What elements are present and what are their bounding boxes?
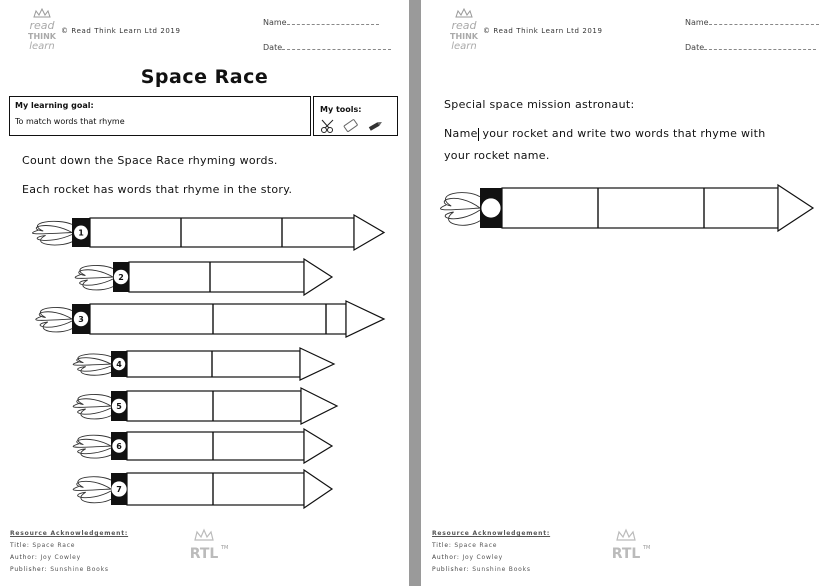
rocket-body xyxy=(502,188,778,228)
rocket-body xyxy=(127,391,301,421)
mission-heading: Special space mission astronaut: xyxy=(444,98,635,111)
svg-text:THINK: THINK xyxy=(449,32,479,41)
rocket-number: 7 xyxy=(116,485,122,494)
date-field[interactable]: Date xyxy=(685,41,816,52)
resource-acknowledgement xyxy=(432,528,550,576)
svg-text:learn: learn xyxy=(451,41,477,52)
ack-author-line: Author: Joy Cowley xyxy=(432,554,504,561)
ack-author-line: Author: Joy Cowley xyxy=(10,554,82,561)
flame-icon xyxy=(73,354,111,375)
rocket-nose xyxy=(300,348,334,380)
rtl-logo xyxy=(610,528,650,566)
rocket-body xyxy=(127,351,300,377)
rocket xyxy=(33,215,384,250)
instruction-2: Each rocket has words that rhyme in the story. xyxy=(22,183,293,196)
rocket xyxy=(75,259,332,295)
rocket-number-circle xyxy=(481,198,500,217)
rocket xyxy=(73,388,337,424)
copyright-text: © Read Think Learn Ltd 2019 xyxy=(61,27,181,35)
svg-text:learn: learn xyxy=(29,41,55,52)
rocket xyxy=(73,348,334,380)
worksheet-page-1 xyxy=(0,0,409,586)
flame-icon xyxy=(73,477,111,503)
svg-text:RTL: RTL xyxy=(611,546,641,562)
ack-title-line: Title: Space Race xyxy=(432,542,498,549)
svg-text:read: read xyxy=(29,19,55,32)
rocket-number: 5 xyxy=(116,402,122,411)
rocket-number: 1 xyxy=(78,228,84,238)
date-field[interactable]: Date xyxy=(263,41,391,52)
svg-text:TM: TM xyxy=(221,545,228,551)
name-field[interactable]: Name xyxy=(263,16,379,27)
learning-goal-text: To match words that rhyme xyxy=(15,117,125,126)
rocket-nose xyxy=(304,429,332,463)
rocket-body xyxy=(90,304,346,334)
rocket-body xyxy=(129,262,304,292)
name-field[interactable]: Name xyxy=(685,16,819,27)
rocket-nose xyxy=(354,215,384,250)
rocket-nose xyxy=(346,301,384,337)
rocket-number: 3 xyxy=(78,315,84,324)
rtl-logo xyxy=(188,528,228,566)
worksheet-page-2 xyxy=(421,0,830,586)
page-title: Space Race xyxy=(140,66,269,88)
rocket-area xyxy=(421,0,830,300)
resource-acknowledgement xyxy=(10,528,128,576)
rocket xyxy=(36,301,384,337)
instruction-1: Count down the Space Race rhyming words. xyxy=(22,154,278,167)
rocket-nose xyxy=(778,185,813,231)
ack-heading: Resource Acknowledgement: xyxy=(10,530,129,537)
rocket-body xyxy=(127,432,304,460)
flame-icon xyxy=(36,307,72,332)
svg-text:TM: TM xyxy=(643,545,650,551)
rocket-number: 2 xyxy=(118,273,124,282)
ack-publisher-line: Publisher: Sunshine Books xyxy=(432,566,531,573)
mission-instruction[interactable]: Name your rocket and write two words that rhyme with xyxy=(444,127,766,140)
rockets-area xyxy=(0,0,409,520)
rocket-number: 6 xyxy=(116,442,122,451)
rocket-nose xyxy=(304,470,332,508)
rocket xyxy=(73,470,332,508)
tools-label: My tools: xyxy=(320,105,362,114)
ack-heading: Resource Acknowledgement: xyxy=(432,530,551,537)
svg-text:THINK: THINK xyxy=(27,32,57,41)
copyright-text: © Read Think Learn Ltd 2019 xyxy=(483,27,603,35)
rocket xyxy=(441,185,813,231)
svg-text:RTL: RTL xyxy=(189,546,219,562)
rocket-nose xyxy=(304,259,332,295)
rocket-body xyxy=(90,218,354,247)
rocket-body xyxy=(127,473,304,505)
ack-title-line: Title: Space Race xyxy=(10,542,76,549)
rocket-number: 4 xyxy=(116,360,122,369)
ack-publisher-line: Publisher: Sunshine Books xyxy=(10,566,109,573)
rocket-nose xyxy=(301,388,337,424)
flame-icon xyxy=(441,193,480,226)
rocket xyxy=(73,429,332,463)
svg-text:read: read xyxy=(451,19,477,32)
flame-icon xyxy=(73,394,111,419)
flame-icon xyxy=(75,265,113,290)
flame-icon xyxy=(33,221,72,245)
flame-icon xyxy=(73,435,111,458)
mission-instruction-line2: your rocket name. xyxy=(444,149,550,162)
learning-goal-label: My learning goal: xyxy=(15,101,94,110)
